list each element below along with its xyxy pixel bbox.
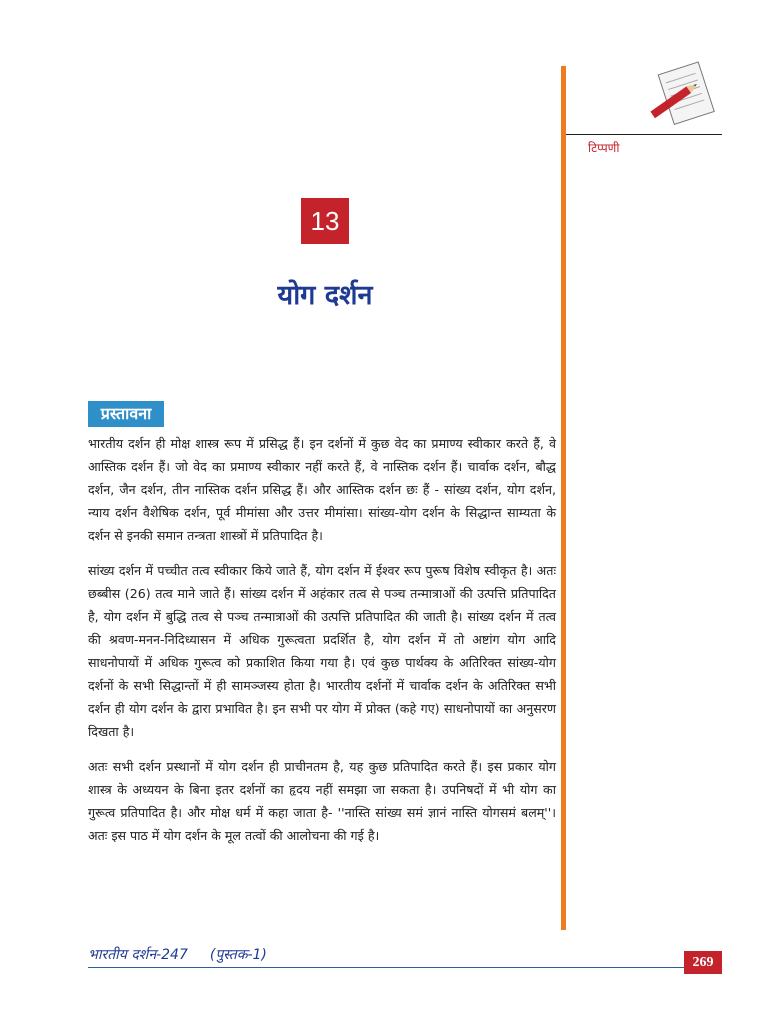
footer-course <box>88 945 267 964</box>
footer-course-name: भारतीय दर्शन-247 <box>88 947 188 963</box>
margin-divider <box>561 66 566 930</box>
chapter-number: 13 <box>301 198 349 244</box>
notepad-pencil-icon <box>644 60 720 132</box>
margin-note-label: टिप्पणी <box>588 141 620 155</box>
section-heading: प्रस्तावना <box>88 401 164 427</box>
chapter-title: योग दर्शन <box>277 280 373 311</box>
page-number: 269 <box>684 951 722 974</box>
paragraph-3: अतः सभी दर्शन प्रस्थानों में योग दर्शन ही प्राचीनतम है, यह कुछ प्रतिपादित करते हैं। इस प्रकार योग शास्त्र के अध्ययन के बिना इतर दर्शनों का हृदय नहीं समझा जा सकता है। उपनिषदों में भी योग का गुरूत्व प्रतिपादित है। और मोक्ष धर्म में कहा जाता है- ''नास्ति सांख्य समं ज्ञानं नास्ति योगसमं बलम्''। अतः इस पाठ में योग दर्शन के मूल तत्वों की आलोचना की गई है। <box>88 759 556 843</box>
paragraph-1: भारतीय दर्शन ही मोक्ष शास्त्र रूप में प्रसिद्ध हैं। इन दर्शनों में कुछ वेद का प्रमाण्य स्वीकार करते हैं, वे आस्तिक दर्शन हैं। जो वेद का प्रमाण्य स्वीकार नहीं करते हैं, वे नास्तिक दर्शन हैं। चार्वाक दर्शन, बौद्ध दर्शन, जैन दर्शन, तीन नास्तिक दर्शन प्रसिद्ध हैं। और आस्तिक दर्शन छः हैं - सांख्य दर्शन, योग दर्शन, न्याय दर्शन वैशेषिक दर्शन, पूर्व मीमांसा और उत्तर मीमांसा। सांख्य-योग दर्शन के सिद्धान्त साम्यता के दर्शन से इनकी समान तन्त्रता शास्त्रों में प्रतिपादित है। <box>88 436 556 543</box>
footer-divider <box>88 967 722 968</box>
footer-book: (पुस्तक-1) <box>209 947 267 963</box>
paragraph-2: सांख्य दर्शन में पच्चीत तत्व स्वीकार किये जाते हैं, योग दर्शन में ईश्वर रूप पुरूष विशेष स्वीकृत है। अतः छब्बीस (26) तत्व माने जाते हैं। सांख्य दर्शन में अहंकार तत्व से पञ्च तन्मात्राओं की उत्पत्ति प्रतिपादित है, योग दर्शन में बुद्धि तत्व से पञ्च तन्मात्राओं की उत्पत्ति प्रतिपादित की जाती है। सांख्य दर्शन में तत्व की श्रवण-मनन-निदिध्यासन में अधिक गुरूत्वता प्रदर्शित है, योग दर्शन में तो अष्टांग योग आदि साधनोपायों में अधिक गुरूत्व को प्रकाशित किया गया है। एवं कुछ पार्थक्य के अतिरिक्त सांख्य-योग दर्शनों के सभी सिद्धान्तों में ही सामञ्जस्य होता है। भारतीय दर्शनों में चार्वाक दर्शन के अतिरिक्त सभी दर्शन ही योग दर्शन के द्वारा प्रभावित है। इन सभी पर योग में प्रोक्त (कहे गए) साधनोपायों का अनुसरण दिखता है। <box>88 563 556 739</box>
body-text <box>88 432 556 859</box>
note-divider <box>566 134 722 135</box>
